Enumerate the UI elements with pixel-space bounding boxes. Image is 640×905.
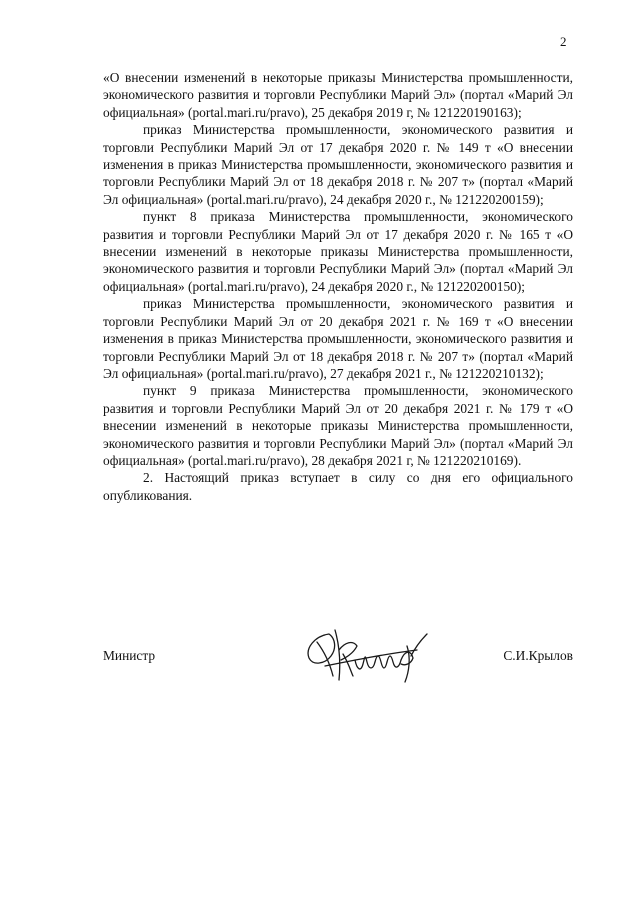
document-body <box>103 69 573 504</box>
page-number: 2 <box>560 34 567 49</box>
paragraph: приказ Министерства промышленности, экономического развития и торговли Республики Марий Эл от 17 декабря 2020 г. № 149 т «О внесении изменения в приказ Министерства промышленности, экономического развития и торговли Республики Марий Эл от 18 декабря 2018 г. № 207 т» (портал «Марий Эл официальная» (portal.mari.ru/pravo), 24 декабря 2020 г., № 121220200159); <box>103 122 573 207</box>
signer-title: Министр <box>103 648 156 663</box>
handwritten-signature <box>295 620 435 690</box>
paragraph: пункт 8 приказа Министерства промышленности, экономического развития и торговли Республики Марий Эл от 17 декабря 2020 г. № 165 т «О внесении изменений в некоторые приказы Министерства промышленности, экономического развития и торговли Республики Марий Эл» (портал «Марий Эл официальная» (portal.mari.ru/pravo), 24 декабря 2020 г., № 121220200150); <box>103 209 573 294</box>
paragraph: приказ Министерства промышленности, экономического развития и торговли Республики Марий Эл от 20 декабря 2021 г. № 169 т «О внесении изменения в приказ Министерства промышленности, экономического развития и торговли Республики Марий Эл от 18 декабря 2018 г. № 207 т» (портал «Марий Эл официальная» (portal.mari.ru/pravo), 27 декабря 2021 г., № 121220210132); <box>103 296 573 381</box>
paragraph: 2. Настоящий приказ вступает в силу со дня его официального опубликования. <box>103 470 573 503</box>
paragraph: пункт 9 приказа Министерства промышленности, экономического развития и торговли Республики Марий Эл от 20 декабря 2021 г. № 179 т «О внесении изменений в некоторые приказы Министерства промышленности, экономического развития и торговли Республики Марий Эл» (портал «Марий Эл официальная» (portal.mari.ru/pravo), 28 декабря 2021 г, № 121220210169). <box>103 383 573 468</box>
signature-block <box>103 640 573 680</box>
paragraph: «О внесении изменений в некоторые приказы Министерства промышленности, экономического развития и торговли Республики Марий Эл» (портал «Марий Эл официальная» (portal.mari.ru/pravo), 25 декабря 2019 г, № 121220190163); <box>103 70 573 120</box>
signer-name: С.И.Крылов <box>503 648 573 663</box>
